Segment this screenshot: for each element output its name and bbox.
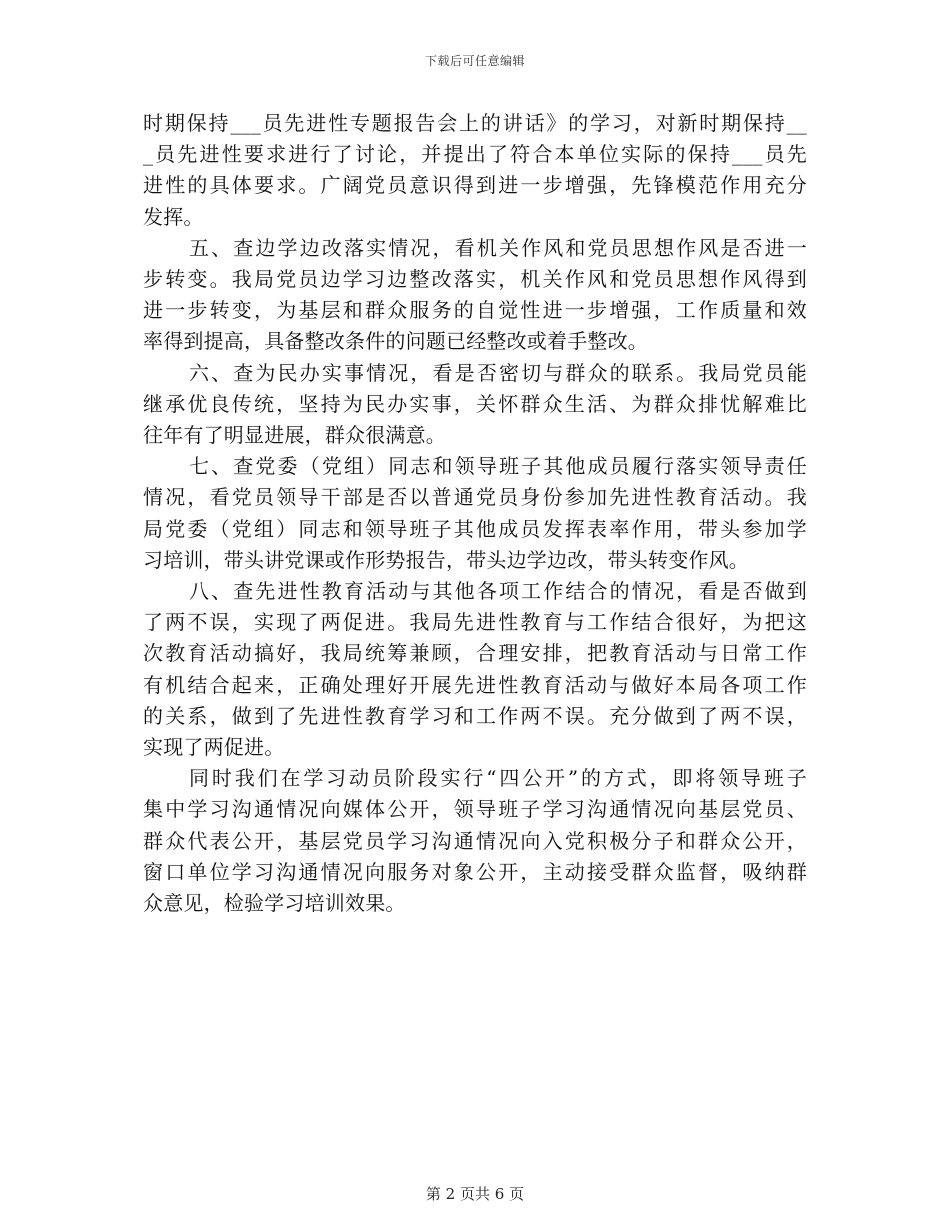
text-line: 的关系，做到了先进性教育学习和工作两不误。充分做到了两不误， <box>143 703 807 728</box>
text-line: 率得到提高，具备整改条件的问题已经整改或着手整改。 <box>143 329 648 354</box>
text-line: 窗口单位学习沟通情况向服务对象公开，主动接受群众监督，吸纳群 <box>143 859 807 884</box>
text-line: 习培训，带头讲党课或作形势报告，带头边学边改，带头转变作风。 <box>143 547 749 572</box>
text-line: 八、查先进性教育活动与其他各项工作结合的情况，看是否做到 <box>189 579 807 604</box>
paragraph-1 <box>143 108 807 233</box>
document-body <box>143 108 807 919</box>
text-line: 有机结合起来，正确处理好开展先进性教育活动与做好本局各项工作 <box>143 672 807 697</box>
text-line: 了两不误，实现了两促进。我局先进性教育与工作结合很好，为把这 <box>143 610 807 635</box>
text-line: 六、查为民办实事情况，看是否密切与群众的联系。我局党员能 <box>189 360 807 385</box>
text-line: 七、查党委（党组）同志和领导班子其他成员履行落实领导责任 <box>189 454 807 479</box>
paragraph-6 <box>143 763 807 919</box>
page-header: 下载后可任意编辑 <box>424 54 525 68</box>
text-line: 群众代表公开，基层党员学习沟通情况向入党积极分子和群众公开， <box>143 828 807 853</box>
text-line: _员先进性要求进行了讨论，并提出了符合本单位实际的保持___员先 <box>143 142 807 167</box>
text-line: 时期保持___员先进性专题报告会上的讲话》的学习，对新时期保持__ <box>143 111 807 135</box>
page-number: 第 2 页共 6 页 <box>425 1185 525 1203</box>
text-line: 步转变。我局党员边学习边整改落实，机关作风和党员思想作风得到 <box>143 267 807 292</box>
text-line: 进一步转变，为基层和群众服务的自觉性进一步增强，工作质量和效 <box>143 298 807 323</box>
paragraph-3 <box>143 358 807 452</box>
text-line: 往年有了明显进展，群众很满意。 <box>143 423 446 448</box>
text-line: 集中学习沟通情况向媒体公开，领导班子学习沟通情况向基层党员、 <box>143 797 807 822</box>
text-line: 次教育活动搞好，我局统筹兼顾，合理安排，把教育活动与日常工作 <box>143 641 807 666</box>
text-line: 进性的具体要求。广阔党员意识得到进一步增强，先锋模范作用充分 <box>143 173 807 198</box>
paragraph-2 <box>143 233 807 358</box>
text-line: 众意见，检验学习培训效果。 <box>143 891 406 916</box>
text-line: 发挥。 <box>143 204 204 229</box>
text-line: 局党委（党组）同志和领导班子其他成员发挥表率作用，带头参加学 <box>143 516 807 541</box>
text-line: 实现了两促进。 <box>143 735 285 760</box>
text-line: 情况，看党员领导干部是否以普通党员身份参加先进性教育活动。我 <box>143 485 807 510</box>
text-line: 继承优良传统，坚持为民办实事，关怀群众生活、为群众排忧解难比 <box>143 391 807 416</box>
text-line: 五、查边学边改落实情况，看机关作风和党员思想作风是否进一 <box>189 235 807 260</box>
paragraph-5 <box>143 576 807 763</box>
text-line: 同时我们在学习动员阶段实行“四公开”的方式，即将领导班子 <box>189 766 807 791</box>
paragraph-4 <box>143 451 807 576</box>
